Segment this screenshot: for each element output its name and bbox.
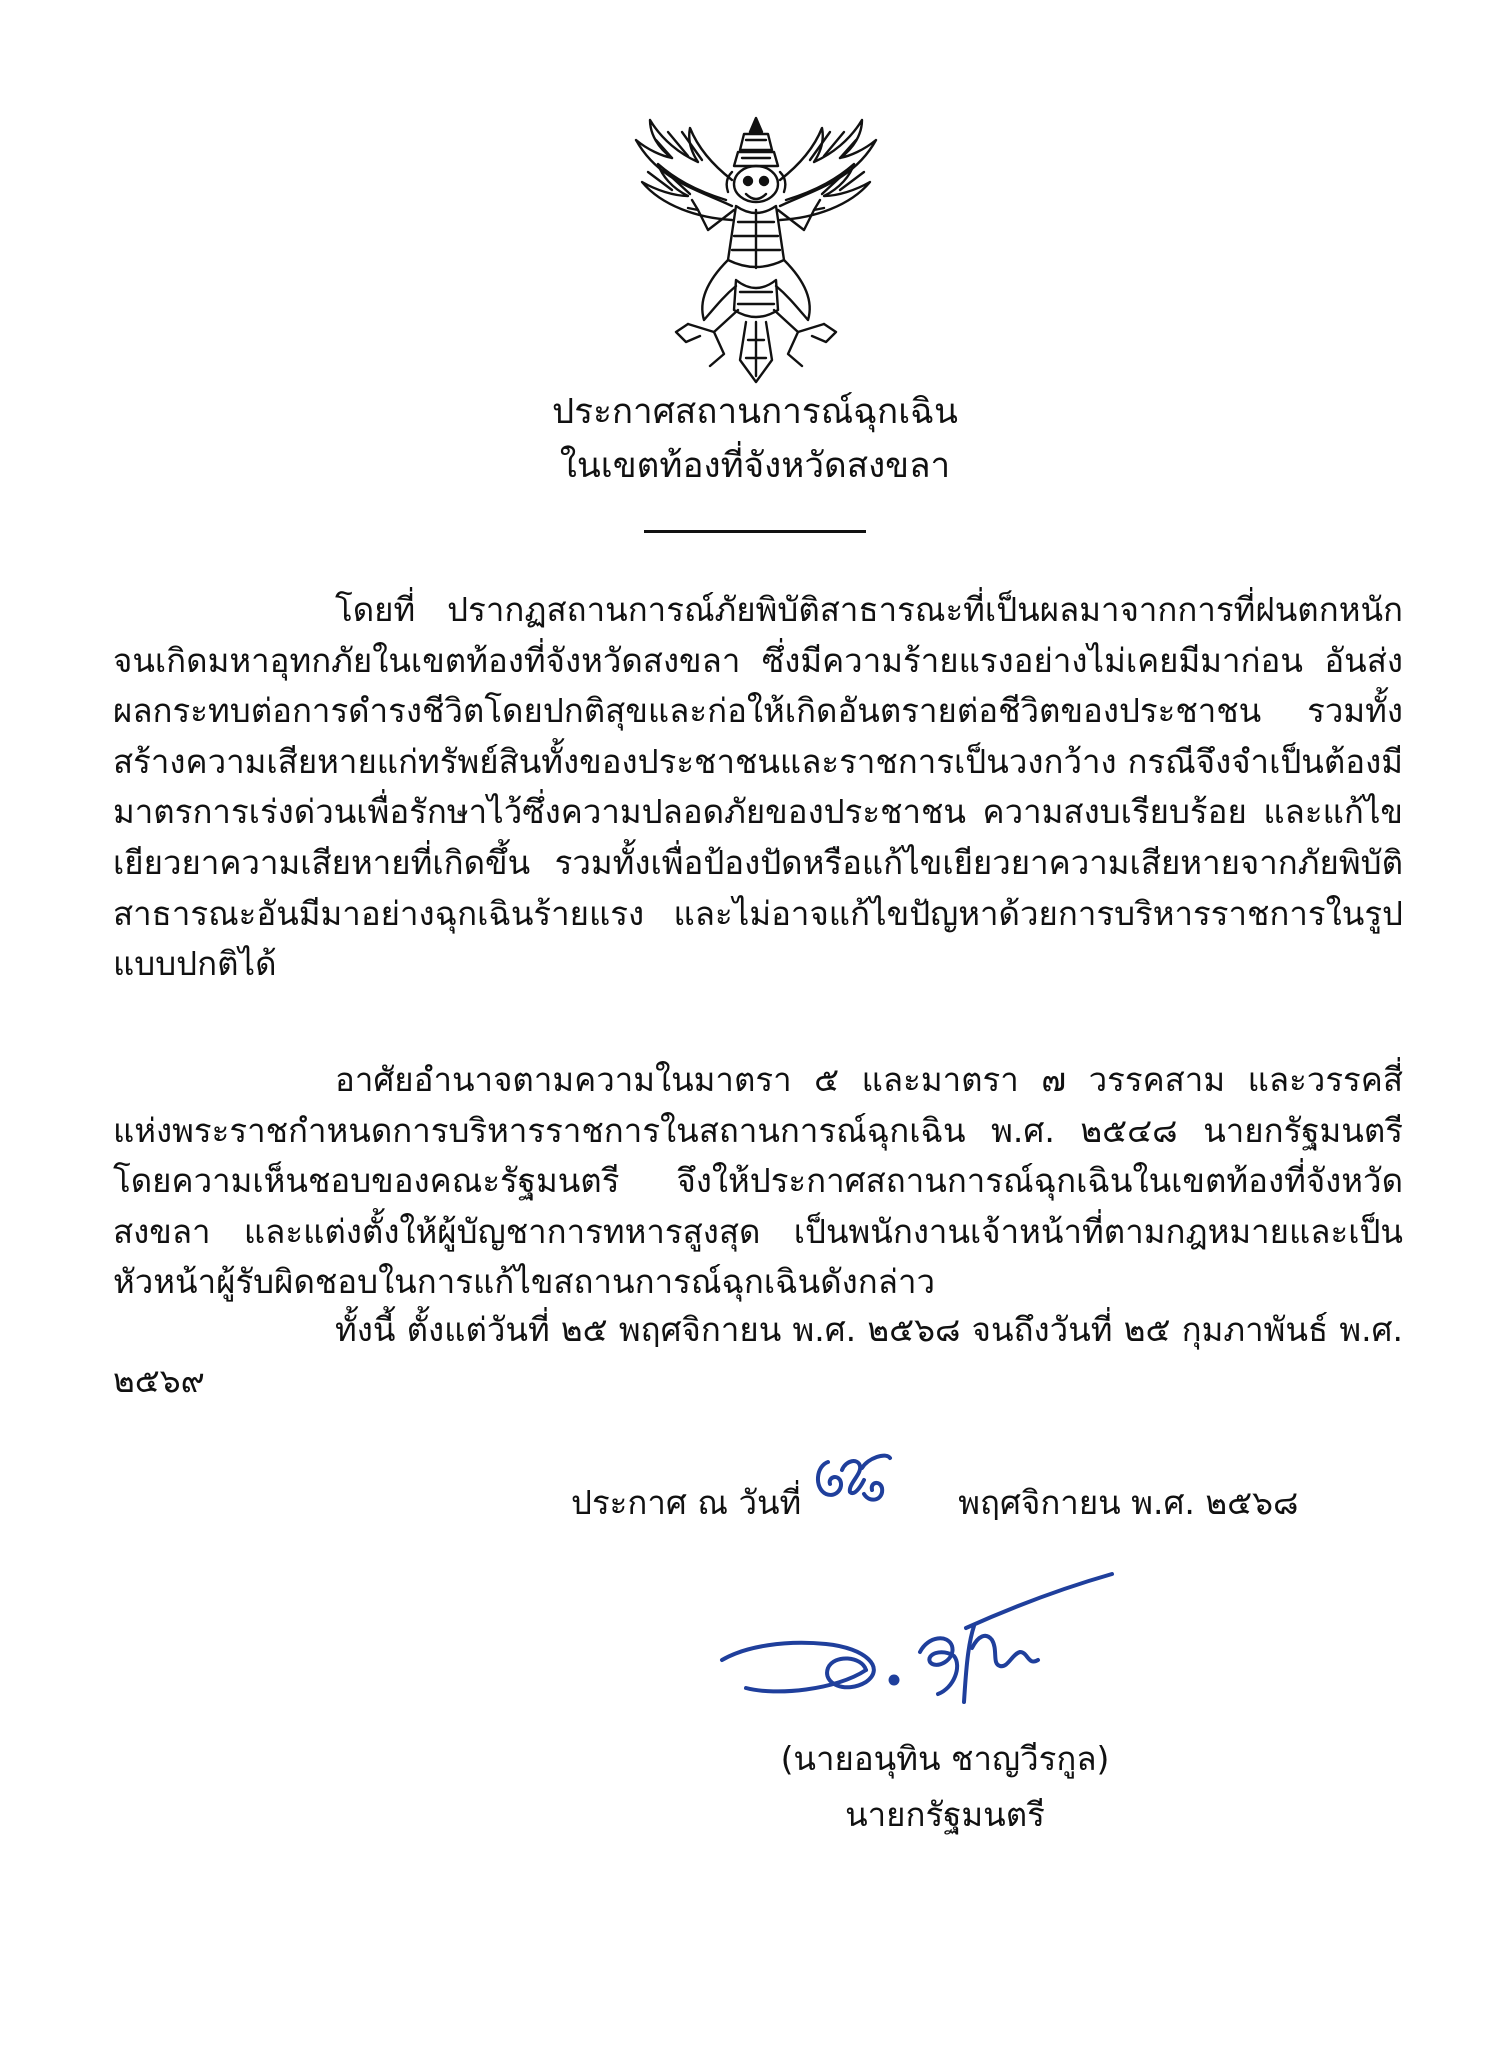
paragraph-preamble: โดยที่ ปรากฏสถานการณ์ภัยพิบัติสาธารณะที่เป็นผลมาจากการที่ฝนตกหนักจนเกิดมหาอุทกภัยในเขตท้องที่จังหวัดสงขลา ซึ่งมีความร้ายแรงอย่างไม่เคยมีมาก่อน อันส่งผลกระทบต่อการดำรงชีวิตโดยปกติสุขและก่อให้เกิดอันตรายต่อชีวิตของประชาชน รวมทั้งสร้างความเสียหายแก่ทรัพย์สินทั้งของประชาชนและราชการเป็นวงกว้าง กรณีจึงจำเป็นต้องมีมาตรการเร่งด่วนเพื่อรักษาไว้ซึ่งความปลอดภัยของประชาชน ความสงบเรียบร้อย และแก้ไขเยียวยาความเสียหายที่เกิดขึ้น รวมทั้งเพื่อป้องปัดหรือแก้ไขเยียวยาความเสียหายจากภัยพิบัติสาธารณะอันมีมาอย่างฉุกเฉินร้ายแรง และไม่อาจแก้ไขปัญหาด้วยการบริหารราชการในรูปแบบปกติได้ <box>113 590 1403 984</box>
issue-dateline <box>571 1478 1299 1528</box>
title-line-1: ประกาศสถานการณ์ฉุกเฉิน <box>552 392 958 432</box>
signer-position: นายกรัฐมนตรี <box>845 1795 1045 1834</box>
signature <box>716 1570 1120 1712</box>
garuda-emblem-icon <box>628 110 884 392</box>
handwritten-day-number <box>808 1448 894 1506</box>
paragraph-authority: อาศัยอำนาจตามความในมาตรา ๕ และมาตรา ๗ วรรคสาม และวรรคสี่ แห่งพระราชกำหนดการบริหารราชการในสถานการณ์ฉุกเฉิน พ.ศ. ๒๕๔๘ นายกรัฐมนตรี โดยความเห็นชอบของคณะรัฐมนตรี จึงให้ประกาศสถานการณ์ฉุกเฉินในเขตท้องที่จังหวัดสงขลา และแต่งตั้งให้ผู้บัญชาการทหารสูงสุด เป็นพนักงานเจ้าหน้าที่ตามกฎหมายและเป็นหัวหน้าผู้รับผิดชอบในการแก้ไขสถานการณ์ฉุกเฉินดังกล่าว <box>113 1060 1403 1302</box>
paragraph-duration: ทั้งนี้ ตั้งแต่วันที่ ๒๕ พฤศจิกายน พ.ศ. ๒๕๖๘ จนถึงวันที่ ๒๕ กุมภาพันธ์ พ.ศ. ๒๕๖๙ <box>113 1310 1403 1400</box>
dateline-prefix: ประกาศ ณ วันที่ <box>571 1483 802 1522</box>
title-line-2: ในเขตท้องที่จังหวัดสงขลา <box>559 446 951 486</box>
dateline-month-year: พฤศจิกายน พ.ศ. ๒๕๖๘ <box>958 1483 1299 1522</box>
signer-name: (นายอนุทิน ชาญวีรกูล) <box>780 1739 1110 1778</box>
title-divider <box>644 530 866 533</box>
